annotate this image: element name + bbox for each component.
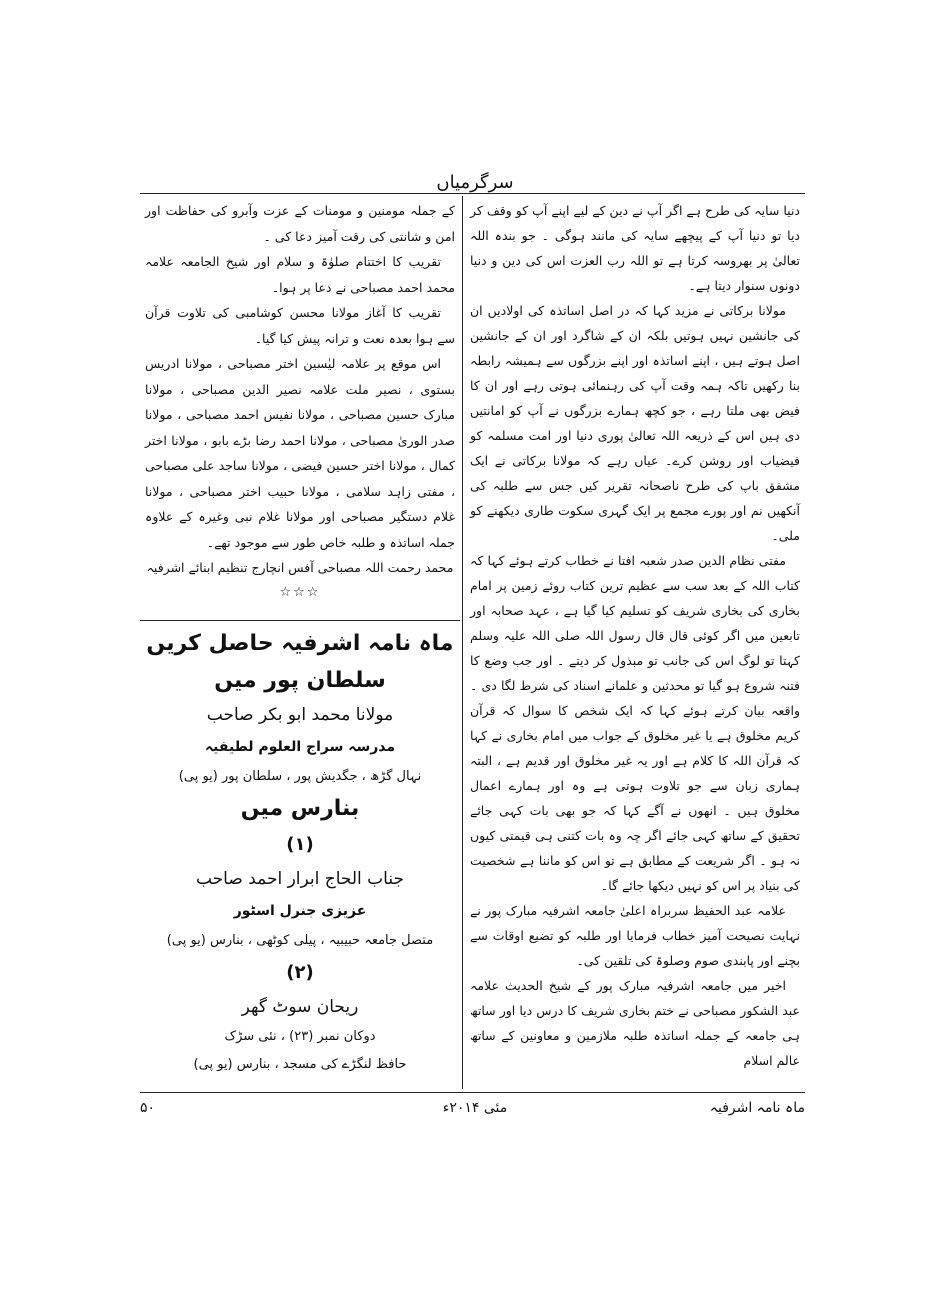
paragraph: تقریب کا آغاز مولانا محسن کوشامبی کی تلاوت قرآن سے ہوا بعدہ نعت و ترانہ پیش کیا گیا۔ bbox=[145, 305, 455, 346]
paragraph: تقریب کا اختتام صلوٰۃ و سلام اور شیخ الجامعہ علامہ محمد احمد مصباحی نے دعا پر ہوا۔ bbox=[145, 254, 455, 295]
magazine-name: ماہ نامہ اشرفیہ bbox=[709, 1100, 805, 1116]
ad-divider-rule bbox=[140, 620, 460, 621]
running-head: سرگرمیاں bbox=[436, 172, 514, 193]
paragraph: علامہ عبد الحفیظ سربراہ اعلیٰ جامعہ اشرفیہ مبارک پور نے نہایت نصیحت آمیز خطاب فرمایا اور طلبہ کو تضیع اوقات سے بچنے اور پابندی صوم وصلوۃ کی تلقین کی۔ bbox=[470, 903, 800, 968]
ad-shop-name: ریحان سوٹ گھر bbox=[241, 997, 359, 1017]
paragraph: مفتی نظام الدین صدر شعبہ افتا نے خطاب کرتے ہوئے کہا کہ کتاب اللہ کے بعد سب سے عظیم ترین کتاب روئے زمین پر امام بخاری کی بخاری شریف کو تسلیم کیا گیا ہے ، عہد صحابہ اور تابعین میں اگر کوئی قال قال رسول اللہ صلی اللہ علیہ وسلم کہتا تو لوگ اس کی جانب تو مبذول کر دیتے ۔ اور جب وضع کا فتنہ شروع ہو گیا تو محدثین و علمانے اسناد کی شرط لگا دی ۔ واقعہ بیان کرتے ہوئے کہا کہ ایک شخص کا سوال کہ قرآن کریم مخلوق ہے یا غیر مخلوق کے جواب میں امام بخاری نے کہا کہ قرآن اللہ کا کلام ہے اور یہ غیر مخلوق اور قدیم ہے ، البتہ ہماری زبان سے جو تلاوت ہوتی ہے وہ اور ہمارے اعمال مخلوق ہیں ۔ انھوں نے آگے کہا کہ جو بھی بات کہی جائے تحقیق کے ساتھ کہی جائے اگر چہ وہ بات کتنی ہی قیمتی کیوں نہ ہو ۔ اگر شریعت کے مطابق ہے تو اس کو ماننا ہے شخصیت کی بنیاد پر اس کو نہیں دیکھا جائے گا۔ bbox=[470, 553, 800, 893]
column-divider bbox=[462, 196, 463, 1089]
ad-organization: مدرسہ سراج العلوم لطیفیہ bbox=[204, 739, 396, 755]
ad-address: دوکان نمبر (۲۳) ، نئی سڑک bbox=[224, 1029, 376, 1044]
issue-date: مئی ۲۰۱۴ء bbox=[442, 1100, 508, 1116]
ad-city-heading: بنارس میں bbox=[240, 796, 360, 821]
ad-entry-number: (۱) bbox=[286, 834, 314, 855]
paragraph: کے جملہ مومنین و مومنات کے عزت وآبرو کی حفاظت اور امن و شانتی کی رقت آمیز دعا کی ۔ bbox=[145, 203, 455, 244]
ad-city-heading: سلطان پور میں bbox=[214, 668, 386, 693]
page-number: ۵۰ bbox=[140, 1100, 156, 1116]
signature: محمد رحمت اللہ مصباحی آفس انچارج تنظیم ابنائے اشرفیہ bbox=[146, 560, 454, 575]
right-column bbox=[470, 198, 800, 1073]
ad-address: متصل جامعہ حبیبیہ ، پیلی کوٹھی ، بنارس (یو پی) bbox=[166, 933, 434, 948]
paragraph: اخیر میں جامعہ اشرفیہ مبارک پور کے شیخ الحدیث علامہ عبد الشکور مصباحی نے ختم بخاری شریف کا درس دیا اور ساتھ ہی جامعہ کے جملہ اساتذہ طلبہ ملازمین و معاونین کے ساتھ عالم اسلام bbox=[470, 978, 800, 1068]
ad-address: نہال گڑھ ، جگدیش پور ، سلطان پور (یو پی) bbox=[178, 769, 422, 784]
section-end-stars: ☆☆☆ bbox=[279, 584, 321, 600]
top-rule bbox=[140, 193, 805, 194]
ad-contact-name: جناب الحاج ابرار احمد صاحب bbox=[195, 869, 405, 889]
paragraph: اس موقع پر علامہ لیٰسین اختر مصباحی ، مولانا ادریس بستوی ، نصیر ملت علامہ نصیر الدین مصباحی ، مولانا مبارک حسین مصباحی ، مولانا نفیس احمد مصباحی ، مولانا صدر الوریٰ مصباحی ، مولانا احمد رضا بڑے بابو ، مولانا اختر کمال ، مولانا اختر حسین فیضی ، مولانا ساجد علی مصباحی ، مفتی زاہد سلامی ، مولانا حبیب اختر مصباحی ، مولانا غلام دستگیر مصباحی اور مولانا غلام نبی وغیرہ کے علاوہ جملہ اساتذہ و طلبہ خاص طور سے موجود تھے۔ bbox=[145, 356, 455, 550]
left-column bbox=[145, 198, 455, 600]
ad-contact-name: مولانا محمد ابو بکر صاحب bbox=[206, 705, 394, 725]
ad-entry-number: (۲) bbox=[286, 962, 314, 983]
advertisement-box bbox=[140, 625, 460, 1079]
ad-title: ماہ نامہ اشرفیہ حاصل کریں bbox=[146, 631, 454, 656]
paragraph: دنیا سایہ کی طرح ہے اگر آپ نے دین کے لیے اپنے آپ کو وقف کر دیا تو دنیا آپ کے پیچھے سایہ کی مانند ہوگی ۔ جو بندہ اللہ تعالیٰ پر بھروسہ کرتا ہے تو اللہ رب العزت اس کی دین و دنیا دونوں سنوار دیتا ہے۔ bbox=[470, 203, 800, 293]
bottom-rule bbox=[140, 1092, 805, 1093]
ad-address: حافظ لنگڑے کی مسجد ، بنارس (یو پی) bbox=[193, 1057, 407, 1072]
ad-organization: عزیزی جنرل اسٹور bbox=[233, 903, 367, 919]
paragraph: مولانا برکاتی نے مزید کہا کہ در اصل اساتذہ کی اولادیں ان کی جانشین نہیں ہوتیں بلکہ ان کے شاگرد اور ان کے جانشین اصل ہوتے ہیں ، اپنے اساتذہ اور اپنے بزرگوں سے ہمیشہ رابطہ بنا رکھیں تاکہ ہمہ وقت آپ کی رہنمائی ہوتی رہے اور ان کا فیض بھی ملتا رہے ، جو کچھ ہمارے بزرگوں نے آپ کو امانتیں دی ہیں اس کے ذریعہ اللہ تعالیٰ پوری دنیا اور امت مسلمہ کو فیضیاب اور روشن کرے۔ عیاں رہے کہ مولانا برکاتی نے ایک مشفق باپ کی طرح ناصحانہ تقریر کیں جس سے طلبہ کی آنکھیں نم اور پورے مجمع پر ایک گہری سکوت طاری دیکھنے کو ملی۔ bbox=[470, 303, 800, 543]
